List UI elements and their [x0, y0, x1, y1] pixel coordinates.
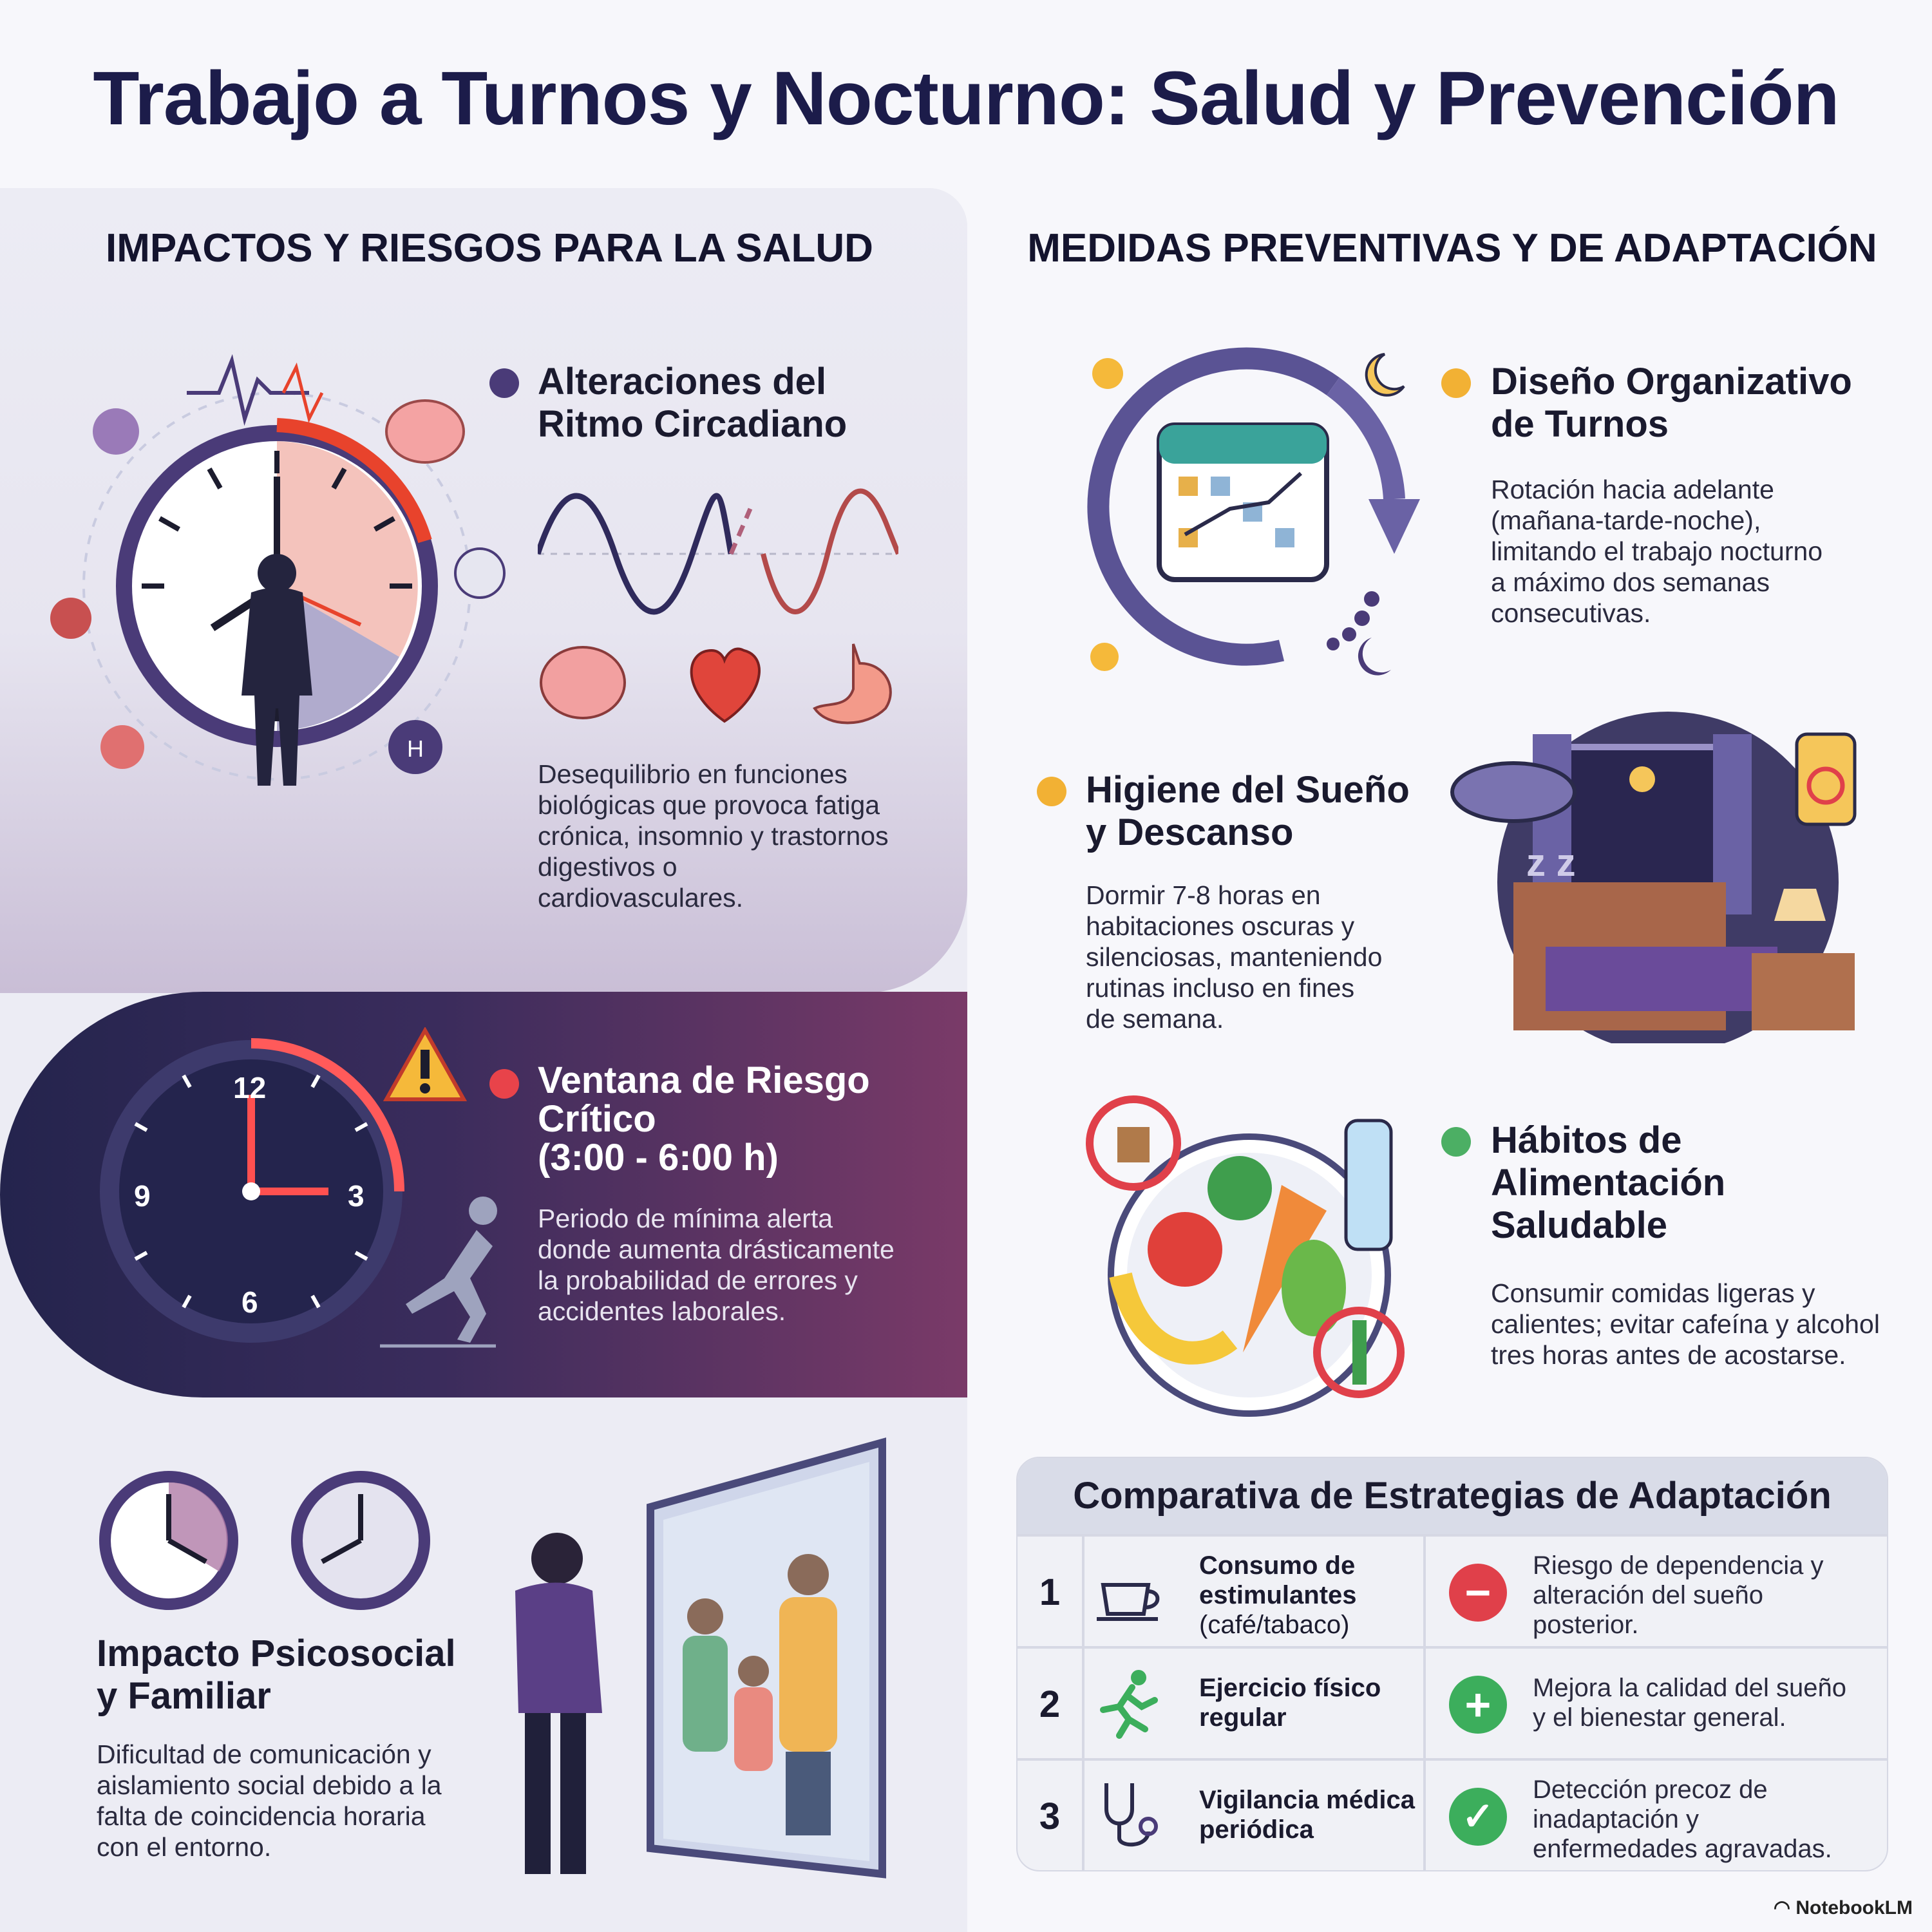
effect-line: Detección precoz de	[1533, 1776, 1768, 1804]
circadian-title-line2: Ritmo Circadiano	[538, 403, 848, 445]
window-family-illustration	[464, 1436, 914, 1880]
desc-line: rutinas incluso en fines	[1086, 973, 1355, 1003]
effect-text	[1533, 1551, 1880, 1640]
column-divider	[1423, 1537, 1426, 1649]
effect-line: alteración del sueño	[1533, 1581, 1764, 1609]
desc-line: habitaciones oscuras y	[1086, 911, 1355, 941]
label-line: (café/tabaco)	[1199, 1611, 1350, 1639]
desc-line: con el entorno.	[97, 1832, 272, 1862]
risk-title-line3: (3:00 - 6:00 h)	[538, 1137, 779, 1179]
row-number: 2	[1018, 1649, 1084, 1761]
label-line: periódica	[1199, 1815, 1314, 1844]
label-line: estimulantes	[1199, 1581, 1357, 1609]
table-row	[1018, 1758, 1887, 1871]
shift-design-title	[1491, 361, 1903, 446]
effect-text	[1533, 1673, 1880, 1732]
effect-line: Mejora la calidad del sueño	[1533, 1674, 1846, 1702]
desc-line: de semana.	[1086, 1004, 1224, 1034]
sun-icon	[1090, 643, 1119, 671]
table-row	[1018, 1534, 1887, 1649]
label-line: regular	[1199, 1703, 1287, 1732]
shift-design-description	[1491, 474, 1903, 629]
desc-line: la probabilidad de errores y	[538, 1265, 858, 1295]
circadian-wave-graphic	[538, 483, 898, 625]
moon-icon	[1367, 354, 1404, 395]
stethoscope-icon	[1094, 1780, 1164, 1851]
desc-line: aislamiento social debido a la	[97, 1770, 442, 1800]
stomach-icon	[815, 644, 891, 723]
running-person-icon	[1094, 1668, 1164, 1739]
desc-line: silenciosas, manteniendo	[1086, 942, 1383, 972]
table-title: Comparativa de Estrategias de Adaptación	[1018, 1458, 1887, 1534]
desc-line: Dificultad de comunicación y	[97, 1739, 431, 1769]
risk-description	[538, 1203, 950, 1327]
plus-icon: +	[1449, 1676, 1507, 1734]
shift-rotation-illustration	[1063, 341, 1436, 689]
falling-person-icon	[380, 1195, 509, 1349]
bullet-dot	[489, 1069, 519, 1099]
diet-title-line1: Hábitos de	[1491, 1119, 1682, 1161]
clock-label-3: 3	[348, 1179, 365, 1213]
psychosocial-title-line1: Impacto Psicosocial	[97, 1633, 456, 1674]
risk-title	[538, 1061, 950, 1177]
clock-label-12: 12	[233, 1071, 267, 1104]
column-divider	[1423, 1761, 1426, 1871]
risk-title-line2: Crítico	[538, 1098, 656, 1140]
apple-icon	[1148, 1212, 1222, 1287]
circadian-clock-illustration	[26, 335, 515, 863]
left-heading: IMPACTOS Y RIESGOS PARA LA SALUD	[106, 226, 873, 270]
desc-line: cardiovasculares.	[538, 883, 744, 913]
psychosocial-description	[97, 1739, 483, 1862]
coffee-cup-icon	[1094, 1556, 1164, 1627]
comparison-table	[1016, 1457, 1888, 1871]
sleep-hygiene-description	[1086, 880, 1446, 1034]
effect-text	[1533, 1775, 1880, 1864]
row-number: 3	[1018, 1761, 1084, 1871]
brain-icon	[541, 647, 625, 718]
sleep-hygiene-title	[1086, 769, 1472, 854]
bullet-dot	[1441, 368, 1471, 398]
label-line: Ejercicio físico	[1199, 1674, 1381, 1702]
risk-title-line1: Ventana de Riesgo	[538, 1059, 870, 1101]
minus-icon: −	[1449, 1564, 1507, 1622]
bullet-dot	[489, 368, 519, 398]
effect-line: Riesgo de dependencia y	[1533, 1551, 1824, 1580]
desc-line: donde aumenta drásticamente	[538, 1235, 895, 1264]
desc-line: falta de coincidencia horaria	[97, 1801, 426, 1831]
diet-title-line3: Saludable	[1491, 1204, 1667, 1246]
brand-logo: ◠ NotebookLM	[1773, 1897, 1913, 1918]
diet-description	[1491, 1278, 1916, 1370]
desc-line: calientes; evitar cafeína y alcohol	[1491, 1309, 1880, 1339]
svg-text:z z: z z	[1526, 841, 1576, 884]
psychosocial-title-line2: y Familiar	[97, 1675, 271, 1717]
desc-line: Periodo de mínima alerta	[538, 1204, 833, 1233]
row-number: 1	[1018, 1537, 1084, 1649]
desc-line: consecutivas.	[1491, 598, 1651, 628]
organ-icons	[538, 638, 911, 734]
strategy-label	[1199, 1785, 1418, 1844]
water-bottle-icon	[1346, 1121, 1391, 1249]
table-row	[1018, 1646, 1887, 1761]
do-not-disturb-sign-icon	[1797, 734, 1855, 824]
effect-line: posterior.	[1533, 1611, 1639, 1639]
standing-man	[515, 1533, 602, 1874]
circadian-title-line1: Alteraciones del	[538, 361, 827, 402]
desc-line: limitando el trabajo nocturno	[1491, 536, 1823, 566]
no-coffee-icon	[1090, 1099, 1177, 1187]
clock-label-9: 9	[134, 1179, 151, 1213]
right-heading: MEDIDAS PREVENTIVAS Y DE ADAPTACIÓN	[1027, 226, 1877, 270]
moon-icon	[1358, 638, 1391, 676]
strategy-label	[1199, 1551, 1418, 1640]
psychosocial-title	[97, 1633, 496, 1718]
desc-line: biológicas que provoca fatiga	[538, 790, 880, 820]
desc-line: accidentes laborales.	[538, 1296, 786, 1326]
sleep-mask-icon	[1452, 763, 1575, 821]
desc-line: Dormir 7-8 horas en	[1086, 880, 1321, 910]
circadian-title	[538, 361, 950, 446]
desc-line: Rotación hacia adelante	[1491, 475, 1774, 504]
desc-line: tres horas antes de acostarse.	[1491, 1340, 1846, 1370]
effect-line: enfermedades agravadas.	[1533, 1835, 1832, 1863]
sun-icon	[1092, 358, 1123, 389]
desc-line: (mañana-tarde-noche),	[1491, 506, 1761, 535]
column-divider	[1423, 1649, 1426, 1761]
desc-line: crónica, insomnio y trastornos	[538, 821, 889, 851]
diet-title	[1491, 1119, 1903, 1247]
desc-line: a máximo dos semanas	[1491, 567, 1770, 597]
healthy-food-illustration	[1082, 1082, 1417, 1417]
heart-icon	[692, 649, 759, 721]
warning-icon	[383, 1027, 467, 1104]
label-line: Consumo de	[1199, 1551, 1356, 1580]
desc-line: Desequilibrio en funciones	[538, 759, 848, 789]
sleep-hygiene-title-line1: Higiene del Sueño	[1086, 769, 1410, 811]
checkmark-icon: ✓	[1449, 1788, 1507, 1846]
diet-title-line2: Alimentación	[1491, 1162, 1726, 1204]
brand-name: NotebookLM	[1795, 1897, 1913, 1918]
sleep-hygiene-title-line2: y Descanso	[1086, 811, 1294, 853]
svg-text:H: H	[407, 735, 424, 762]
page-title: Trabajo a Turnos y Nocturno: Salud y Prevención	[93, 56, 1839, 141]
broccoli-icon	[1208, 1156, 1272, 1220]
two-clocks-icon	[97, 1468, 444, 1616]
desc-line: Consumir comidas ligeras y	[1491, 1278, 1815, 1308]
circadian-description	[538, 759, 950, 913]
effect-line: inadaptación y	[1533, 1805, 1699, 1833]
desc-line: digestivos o	[538, 852, 677, 882]
shift-design-title-line1: Diseño Organizativo	[1491, 361, 1852, 402]
label-line: Vigilancia médica	[1199, 1786, 1415, 1814]
clock-label-6: 6	[242, 1285, 258, 1319]
bullet-dot	[1037, 777, 1066, 806]
strategy-label	[1199, 1673, 1418, 1732]
bedroom-illustration	[1449, 708, 1887, 1043]
effect-line: y el bienestar general.	[1533, 1703, 1786, 1732]
shift-design-title-line2: de Turnos	[1491, 403, 1669, 445]
bullet-dot	[1441, 1127, 1471, 1157]
